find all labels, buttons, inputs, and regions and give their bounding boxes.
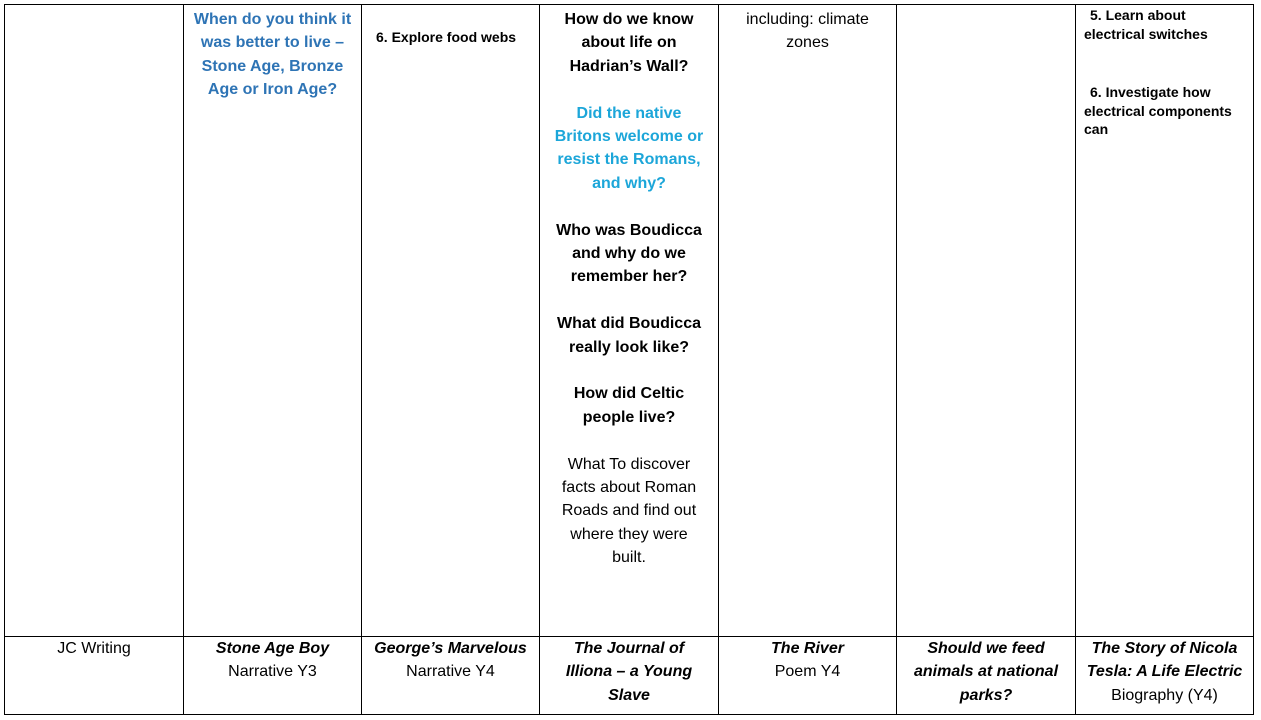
empty-cell <box>897 5 1076 637</box>
writing-cell <box>1076 637 1254 715</box>
curriculum-table <box>4 4 1254 715</box>
question-celtic: How did Celtic people live? <box>573 385 685 426</box>
roman-roads-note: What To discover facts about Roman Roads and find out where they were built. <box>561 455 697 567</box>
question-boudicca-look: What did Boudicca really look like? <box>557 315 701 356</box>
text-title: The Journal of Illiona – a Young Slave <box>565 640 693 704</box>
text-genre: Poem Y4 <box>774 663 841 681</box>
electricity-cell <box>1076 5 1254 637</box>
content-row <box>5 5 1254 637</box>
text-genre: Narrative Y4 <box>406 663 495 681</box>
romans-questions-cell <box>540 5 719 637</box>
food-webs-item: 6. Explore food webs <box>376 29 517 45</box>
writing-cell <box>362 637 540 715</box>
components-item: 6. Investigate how electrical components can <box>1084 84 1232 137</box>
text-title: Stone Age Boy <box>215 640 330 657</box>
text-title: George’s Marvelous <box>374 640 527 657</box>
text-title: The Story of Nicola Tesla: A Life Electric <box>1086 640 1243 681</box>
text-title: The River <box>771 640 844 657</box>
question-hadrians-wall: How do we know about life on Hadrian’s Wall? <box>564 11 694 75</box>
text-title: Should we feed animals at national parks? <box>913 640 1059 704</box>
text-genre: Biography (Y4) <box>1111 686 1218 704</box>
row-label: JC Writing <box>57 640 131 657</box>
science-cell <box>362 5 540 637</box>
text-genre: Narrative Y3 <box>228 663 317 681</box>
history-question: When do you think it was better to live – Stone Age, Bronze Age or Iron Age? <box>193 11 352 99</box>
writing-row <box>5 637 1254 715</box>
label-cell-empty <box>5 5 184 637</box>
climate-zones-text: including: climate zones <box>746 11 869 52</box>
geography-cell <box>719 5 897 637</box>
writing-cell <box>540 637 719 715</box>
question-britons: Did the native Britons welcome or resist the Romans, and why? <box>554 104 704 192</box>
row-label-cell <box>5 637 184 715</box>
question-boudicca: Who was Boudicca and why do we remember her? <box>556 221 702 286</box>
writing-cell <box>897 637 1076 715</box>
history-question-cell <box>184 5 362 637</box>
switches-item: 5. Learn about electrical switches <box>1084 7 1208 42</box>
writing-cell <box>719 637 897 715</box>
writing-cell <box>184 637 362 715</box>
